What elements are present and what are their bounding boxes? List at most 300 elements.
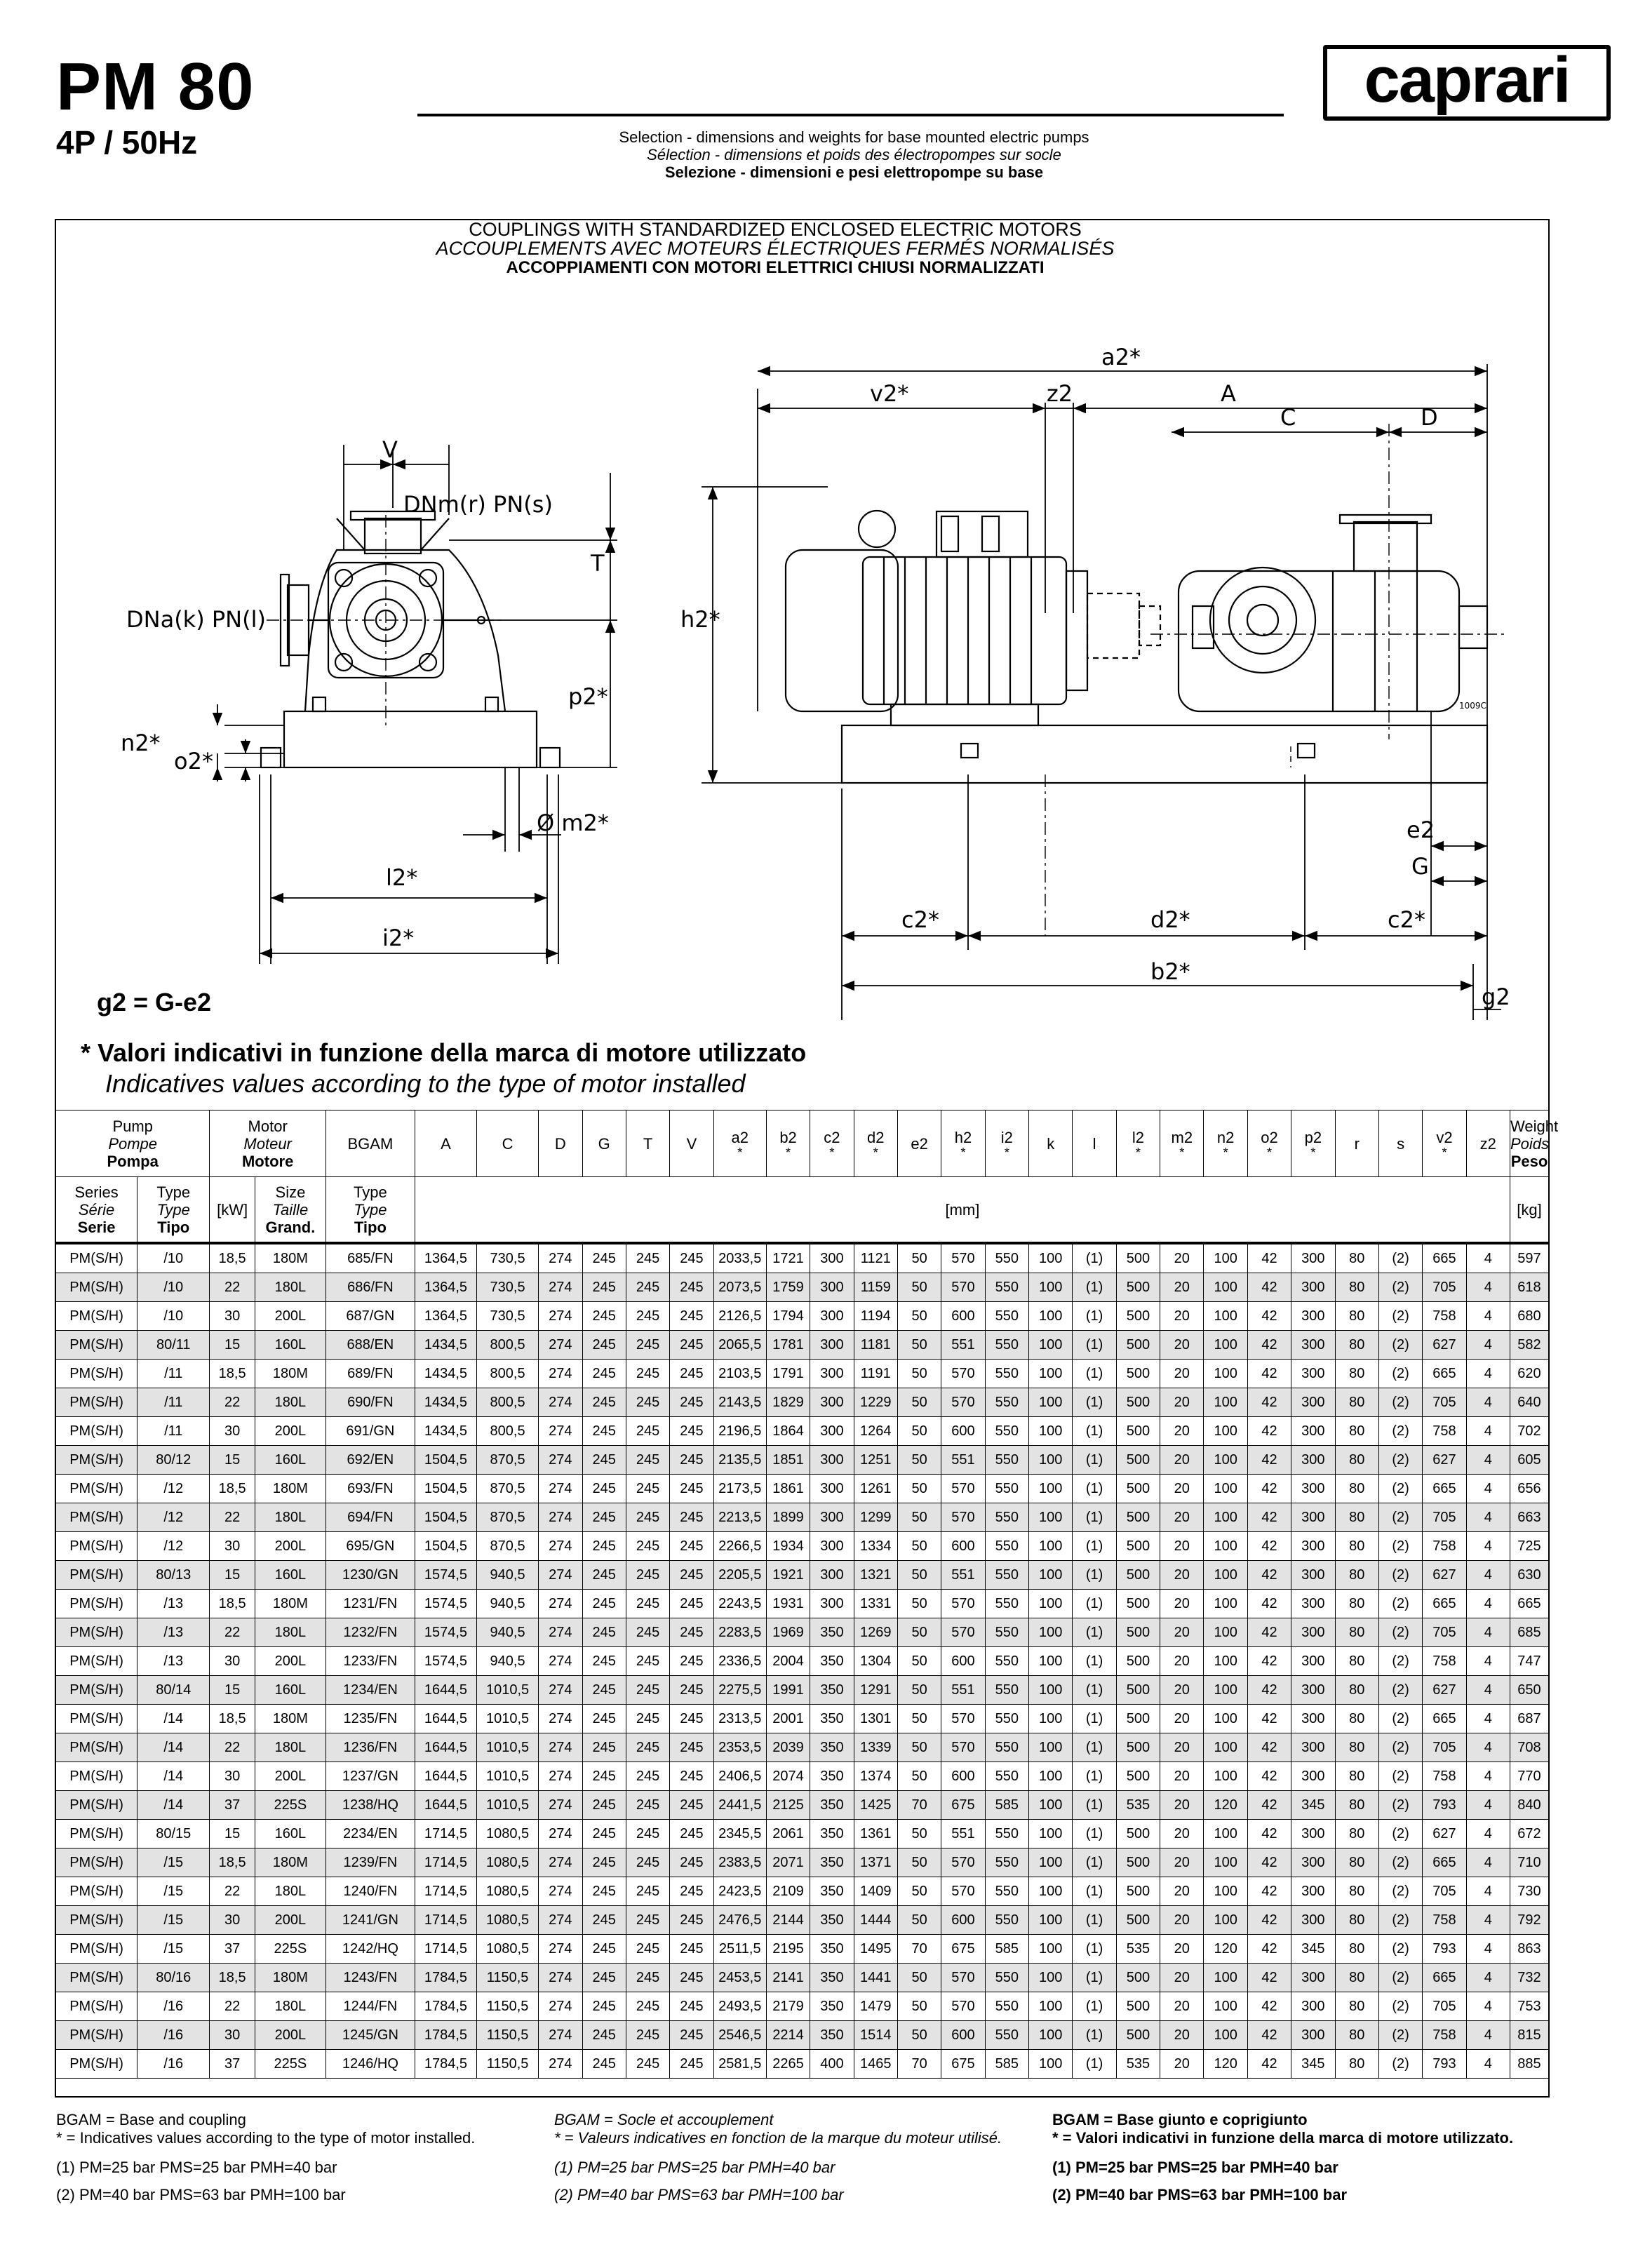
table-cell: 20 xyxy=(1160,1446,1204,1475)
table-cell: (2) xyxy=(1378,1877,1422,1906)
table-cell: 2179 xyxy=(766,1992,810,2021)
table-cell: 42 xyxy=(1247,1388,1291,1417)
table-cell: 630 xyxy=(1510,1561,1548,1590)
table-cell: PM(S/H) xyxy=(56,1417,137,1446)
asterisk: * xyxy=(873,1145,878,1160)
table-cell: 1495 xyxy=(854,1935,897,1964)
table-cell: 1934 xyxy=(766,1532,810,1561)
table-cell: /14 xyxy=(137,1791,210,1820)
table-cell: 300 xyxy=(1291,1762,1335,1791)
table-cell: 180L xyxy=(255,1733,325,1762)
pump-fr: Pompe xyxy=(108,1134,158,1153)
table-cell: 1238/HQ xyxy=(325,1791,415,1820)
table-row xyxy=(56,1676,1549,1705)
table-cell: 274 xyxy=(539,1532,582,1561)
table-cell: 675 xyxy=(941,1935,985,1964)
table-cell: 80 xyxy=(1335,1964,1378,1992)
table-cell: 695/GN xyxy=(325,1532,415,1561)
table-cell: 80 xyxy=(1335,1762,1378,1791)
selection-fr: Sélection - dimensions et poids des électropompes sur socle xyxy=(647,146,1061,163)
table-cell: 200L xyxy=(255,1647,325,1676)
table-cell: 160L xyxy=(255,1561,325,1590)
table-cell: 747 xyxy=(1510,1647,1548,1676)
table-cell: 274 xyxy=(539,2050,582,2079)
table-cell: 100 xyxy=(1204,1273,1247,1302)
table-cell: 245 xyxy=(582,1935,626,1964)
asterisk: * xyxy=(786,1145,791,1160)
size-header xyxy=(255,1177,325,1244)
table-cell: 300 xyxy=(810,1243,854,1273)
table-cell: (2) xyxy=(1378,1647,1422,1676)
table-cell: 20 xyxy=(1160,1935,1204,1964)
table-cell: 675 xyxy=(941,2050,985,2079)
table-cell: 1759 xyxy=(766,1273,810,1302)
table-cell: 350 xyxy=(810,2021,854,2050)
table-cell: 100 xyxy=(1204,1331,1247,1360)
table-cell: 758 xyxy=(1423,1906,1466,1935)
table-cell: 2283,5 xyxy=(713,1618,766,1647)
table-cell: 274 xyxy=(539,1935,582,1964)
table-cell: 100 xyxy=(1204,1964,1247,1992)
table-cell: 180M xyxy=(255,1848,325,1877)
table-cell: PM(S/H) xyxy=(56,2050,137,2079)
table-cell: 550 xyxy=(985,1762,1028,1791)
table-cell: 245 xyxy=(626,1762,669,1791)
table-cell: 80 xyxy=(1335,1503,1378,1532)
table-cell: 1080,5 xyxy=(477,1877,539,1906)
table-cell: 300 xyxy=(1291,1877,1335,1906)
table-cell: /15 xyxy=(137,1935,210,1964)
right-dimensions xyxy=(702,364,1501,1020)
table-cell: 350 xyxy=(810,1992,854,2021)
table-cell: 22 xyxy=(210,1733,255,1762)
table-cell: (1) xyxy=(1073,1331,1116,1360)
table-cell: 1781 xyxy=(766,1331,810,1360)
table-cell: 600 xyxy=(941,2021,985,2050)
label-C: C xyxy=(1280,404,1296,431)
table-cell: 500 xyxy=(1116,1475,1160,1503)
table-cell: 1364,5 xyxy=(415,1302,476,1331)
table-cell: 100 xyxy=(1029,1935,1073,1964)
table-cell: 30 xyxy=(210,2021,255,2050)
table-cell: 663 xyxy=(1510,1503,1548,1532)
asterisk: * xyxy=(1223,1145,1228,1160)
table-cell: 274 xyxy=(539,1618,582,1647)
table-cell: 42 xyxy=(1247,1964,1291,1992)
table-cell: 80 xyxy=(1335,2021,1378,2050)
table-cell: 4 xyxy=(1466,1820,1510,1848)
table-cell: 18,5 xyxy=(210,1360,255,1388)
table-cell: 800,5 xyxy=(477,1331,539,1360)
table-cell: 100 xyxy=(1204,1820,1247,1848)
coupling-title-en: COUPLINGS WITH STANDARDIZED ENCLOSED ELECTRIC MOTORS xyxy=(469,219,1082,240)
table-cell: 1264 xyxy=(854,1417,897,1446)
dim-header xyxy=(1335,1110,1378,1177)
table-cell: 80 xyxy=(1335,1360,1378,1388)
table-cell: 274 xyxy=(539,1992,582,2021)
bgam-header: BGAM xyxy=(325,1110,415,1177)
table-cell: 1504,5 xyxy=(415,1532,476,1561)
table-cell: 800,5 xyxy=(477,1360,539,1388)
table-cell: 1374 xyxy=(854,1762,897,1791)
table-cell: 80 xyxy=(1335,1676,1378,1705)
table-cell: 50 xyxy=(897,1446,941,1475)
footer-en-3: (1) PM=25 bar PMS=25 bar PMH=40 bar xyxy=(56,2159,337,2176)
table-cell: 500 xyxy=(1116,1243,1160,1273)
label-o2: o2* xyxy=(174,748,213,774)
table-cell: 100 xyxy=(1029,1791,1073,1820)
table-row xyxy=(56,1360,1549,1388)
table-cell: 1721 xyxy=(766,1243,810,1273)
table-cell: 4 xyxy=(1466,1992,1510,2021)
table-cell: 18,5 xyxy=(210,1243,255,1273)
table-cell: 245 xyxy=(670,1762,713,1791)
table-cell: 245 xyxy=(670,1273,713,1302)
table-cell: 42 xyxy=(1247,2021,1291,2050)
table-cell: 100 xyxy=(1204,1877,1247,1906)
table-cell: 42 xyxy=(1247,1848,1291,1877)
table-cell: 100 xyxy=(1029,1388,1073,1417)
mm-unit-header: [mm] xyxy=(415,1177,1510,1244)
table-cell: 20 xyxy=(1160,1243,1204,1273)
table-cell: 1714,5 xyxy=(415,1848,476,1877)
table-cell: 245 xyxy=(582,1331,626,1360)
table-cell: 180L xyxy=(255,1388,325,1417)
table-cell: 70 xyxy=(897,1791,941,1820)
table-cell: 793 xyxy=(1423,1935,1466,1964)
table-cell: 20 xyxy=(1160,1590,1204,1618)
table-cell: 245 xyxy=(582,1647,626,1676)
table-cell: 1339 xyxy=(854,1733,897,1762)
table-cell: 2213,5 xyxy=(713,1503,766,1532)
table-cell: 18,5 xyxy=(210,1705,255,1733)
table-cell: 245 xyxy=(626,1446,669,1475)
table-cell: 80/15 xyxy=(137,1820,210,1848)
table-cell: 274 xyxy=(539,1848,582,1877)
table-cell: PM(S/H) xyxy=(56,1388,137,1417)
table-cell: 550 xyxy=(985,1820,1028,1848)
table-cell: 350 xyxy=(810,1906,854,1935)
table-cell: 20 xyxy=(1160,1618,1204,1647)
table-cell: 245 xyxy=(670,1590,713,1618)
table-cell: 245 xyxy=(626,1906,669,1935)
table-cell: 665 xyxy=(1423,1475,1466,1503)
table-row xyxy=(56,1532,1549,1561)
table-cell: 80 xyxy=(1335,1820,1378,1848)
table-cell: 345 xyxy=(1291,2050,1335,2079)
table-cell: 245 xyxy=(582,1243,626,1273)
drawing-labels xyxy=(121,344,1510,1010)
table-cell: 80 xyxy=(1335,1618,1378,1647)
table-cell: (2) xyxy=(1378,1302,1422,1331)
table-cell: 600 xyxy=(941,1647,985,1676)
selection-caption xyxy=(491,128,1217,181)
table-cell: PM(S/H) xyxy=(56,1705,137,1733)
dim-header xyxy=(713,1110,766,1177)
table-cell: (1) xyxy=(1073,1762,1116,1791)
table-cell: /15 xyxy=(137,1848,210,1877)
label-i2: i2* xyxy=(382,925,415,951)
table-cell: /13 xyxy=(137,1647,210,1676)
table-cell: 1240/FN xyxy=(325,1877,415,1906)
table-cell: 1931 xyxy=(766,1590,810,1618)
table-cell: 640 xyxy=(1510,1388,1548,1417)
table-cell: 1232/FN xyxy=(325,1618,415,1647)
table-cell: 585 xyxy=(985,1791,1028,1820)
table-cell: 570 xyxy=(941,1618,985,1647)
table-cell: 245 xyxy=(626,1992,669,2021)
dim-label: a2 xyxy=(731,1128,749,1146)
table-cell: 680 xyxy=(1510,1302,1548,1331)
table-cell: 870,5 xyxy=(477,1503,539,1532)
table-cell: 245 xyxy=(582,1733,626,1762)
table-cell: 18,5 xyxy=(210,1590,255,1618)
table-cell: 100 xyxy=(1029,2021,1073,2050)
table-cell: 1236/FN xyxy=(325,1733,415,1762)
g2-formula: g2 = G-e2 xyxy=(97,988,212,1016)
table-cell: 274 xyxy=(539,1705,582,1733)
table-cell: 22 xyxy=(210,1618,255,1647)
table-cell: 245 xyxy=(582,1964,626,1992)
dim-label: T xyxy=(643,1134,653,1153)
table-cell: 245 xyxy=(670,1647,713,1676)
bgam-type-it: Tipo xyxy=(354,1218,387,1236)
table-cell: 665 xyxy=(1510,1590,1548,1618)
table-cell: 550 xyxy=(985,1906,1028,1935)
table-cell: 300 xyxy=(810,1360,854,1388)
table-cell: PM(S/H) xyxy=(56,1820,137,1848)
table-cell: (1) xyxy=(1073,1791,1116,1820)
table-cell: 80/13 xyxy=(137,1561,210,1590)
table-cell: 350 xyxy=(810,1964,854,1992)
table-cell: 500 xyxy=(1116,1906,1160,1935)
table-cell: 245 xyxy=(626,1503,669,1532)
footer-fr-1: BGAM = Socle et accouplement xyxy=(554,2111,774,2128)
technical-drawing xyxy=(56,220,1549,1108)
table-cell: 1434,5 xyxy=(415,1331,476,1360)
table-cell: 300 xyxy=(810,1446,854,1475)
footer-it-2: * = Valori indicativi in funzione della marca di motore utilizzato. xyxy=(1052,2129,1514,2147)
table-cell: 80 xyxy=(1335,1590,1378,1618)
series-it: Serie xyxy=(77,1218,116,1236)
table-cell: 300 xyxy=(1291,1590,1335,1618)
table-cell: 687/GN xyxy=(325,1302,415,1331)
dim-header xyxy=(985,1110,1028,1177)
table-cell: 274 xyxy=(539,1302,582,1331)
table-cell: 37 xyxy=(210,1935,255,1964)
label-e2: e2 xyxy=(1407,817,1435,843)
label-c2-right: c2* xyxy=(1388,906,1425,933)
table-cell: (1) xyxy=(1073,1848,1116,1877)
table-cell: 180M xyxy=(255,1475,325,1503)
table-cell: 245 xyxy=(582,1273,626,1302)
pump-en: Pump xyxy=(112,1117,153,1135)
table-cell: 20 xyxy=(1160,2021,1204,2050)
table-cell: 1150,5 xyxy=(477,2050,539,2079)
table-cell: 500 xyxy=(1116,1388,1160,1417)
table-cell: 245 xyxy=(582,1848,626,1877)
table-cell: 2001 xyxy=(766,1705,810,1733)
table-cell: 570 xyxy=(941,1590,985,1618)
table-cell: 4 xyxy=(1466,1360,1510,1388)
table-row xyxy=(56,1273,1549,1302)
table-cell: 550 xyxy=(985,1590,1028,1618)
table-cell: 245 xyxy=(670,2021,713,2050)
table-cell: 2406,5 xyxy=(713,1762,766,1791)
table-cell: 180L xyxy=(255,1503,325,1532)
table-cell: 1334 xyxy=(854,1532,897,1561)
table-cell: 50 xyxy=(897,1906,941,1935)
table-cell: 705 xyxy=(1423,1992,1466,2021)
table-cell: 274 xyxy=(539,1733,582,1762)
table-cell: 100 xyxy=(1204,1243,1247,1273)
table-cell: 245 xyxy=(670,1475,713,1503)
dim-label: o2 xyxy=(1261,1128,1278,1146)
table-cell: 42 xyxy=(1247,1243,1291,1273)
table-cell: 245 xyxy=(670,1618,713,1647)
table-cell: 300 xyxy=(810,1590,854,1618)
table-cell: 274 xyxy=(539,1331,582,1360)
table-cell: 600 xyxy=(941,1906,985,1935)
table-cell: 50 xyxy=(897,1331,941,1360)
table-cell: 300 xyxy=(1291,1848,1335,1877)
table-cell: 180M xyxy=(255,1360,325,1388)
table-cell: 665 xyxy=(1423,1590,1466,1618)
table-cell: 550 xyxy=(985,1676,1028,1705)
table-cell: 2143,5 xyxy=(713,1388,766,1417)
table-cell: 1514 xyxy=(854,2021,897,2050)
table-cell: 350 xyxy=(810,1848,854,1877)
table-cell: 815 xyxy=(1510,2021,1548,2050)
table-cell: 300 xyxy=(1291,1302,1335,1331)
table-cell: 2336,5 xyxy=(713,1647,766,1676)
table-cell: 1150,5 xyxy=(477,2021,539,2050)
table-cell: 80 xyxy=(1335,1532,1378,1561)
table-cell: PM(S/H) xyxy=(56,1532,137,1561)
table-cell: 20 xyxy=(1160,1475,1204,1503)
table-cell: 1794 xyxy=(766,1302,810,1331)
table-cell: 80 xyxy=(1335,1992,1378,2021)
table-cell: 1864 xyxy=(766,1417,810,1446)
table-cell: 1233/FN xyxy=(325,1647,415,1676)
table-cell: 300 xyxy=(1291,1331,1335,1360)
table-cell: 245 xyxy=(670,1388,713,1417)
table-cell: 100 xyxy=(1204,1992,1247,2021)
table-cell: 22 xyxy=(210,1503,255,1532)
table-cell: 300 xyxy=(1291,1964,1335,1992)
table-cell: 100 xyxy=(1029,1561,1073,1590)
table-cell: PM(S/H) xyxy=(56,1360,137,1388)
table-cell: 665 xyxy=(1423,1964,1466,1992)
table-cell: 180L xyxy=(255,1273,325,1302)
table-cell: 42 xyxy=(1247,1273,1291,1302)
table-cell: 500 xyxy=(1116,1676,1160,1705)
table-cell: 940,5 xyxy=(477,1561,539,1590)
table-cell: (2) xyxy=(1378,1733,1422,1762)
table-cell: 4 xyxy=(1466,1647,1510,1676)
table-row xyxy=(56,1848,1549,1877)
dim-header xyxy=(810,1110,854,1177)
table-cell: PM(S/H) xyxy=(56,1762,137,1791)
table-cell: 570 xyxy=(941,1388,985,1417)
table-cell: 245 xyxy=(582,2050,626,2079)
table-cell: 705 xyxy=(1423,1388,1466,1417)
table-cell: 2266,5 xyxy=(713,1532,766,1561)
table-header xyxy=(56,1110,1559,1244)
table-cell: 274 xyxy=(539,1762,582,1791)
table-cell: 4 xyxy=(1466,1590,1510,1618)
label-l2: l2* xyxy=(386,864,418,891)
table-cell: 120 xyxy=(1204,1791,1247,1820)
table-cell: 500 xyxy=(1116,1331,1160,1360)
table-row xyxy=(56,1647,1549,1676)
table-cell: 245 xyxy=(626,1935,669,1964)
footer-fr-4: (2) PM=40 bar PMS=63 bar PMH=100 bar xyxy=(554,2186,844,2203)
table-cell: 300 xyxy=(810,1273,854,1302)
table-cell: 42 xyxy=(1247,2050,1291,2079)
table-cell: 245 xyxy=(670,1243,713,1273)
table-cell: 70 xyxy=(897,2050,941,2079)
weight-en: Weight xyxy=(1510,1117,1559,1135)
table-cell: 274 xyxy=(539,1446,582,1475)
dim-header xyxy=(539,1110,582,1177)
table-cell: 100 xyxy=(1204,1848,1247,1877)
table-cell: 100 xyxy=(1029,1906,1073,1935)
series-header xyxy=(56,1177,137,1244)
footer-it-1: BGAM = Base giunto e coprigiunto xyxy=(1052,2111,1308,2128)
table-cell: 1921 xyxy=(766,1561,810,1590)
table-cell: 30 xyxy=(210,1762,255,1791)
selection-en: Selection - dimensions and weights for base mounted electric pumps xyxy=(619,128,1089,146)
table-cell: 100 xyxy=(1029,1820,1073,1848)
table-row xyxy=(56,1331,1549,1360)
table-cell: 2275,5 xyxy=(713,1676,766,1705)
table-cell: PM(S/H) xyxy=(56,1331,137,1360)
table-cell: 345 xyxy=(1291,1935,1335,1964)
table-cell: PM(S/H) xyxy=(56,1590,137,1618)
table-row xyxy=(56,1906,1549,1935)
table-cell: 2511,5 xyxy=(713,1935,766,1964)
table-cell: 345 xyxy=(1291,1791,1335,1820)
table-cell: 245 xyxy=(626,1331,669,1360)
table-cell: 100 xyxy=(1029,1762,1073,1791)
table-cell: 870,5 xyxy=(477,1532,539,1561)
table-cell: 2581,5 xyxy=(713,2050,766,2079)
motor-fr: Moteur xyxy=(243,1134,292,1153)
table-cell: PM(S/H) xyxy=(56,1992,137,2021)
table-cell: 1304 xyxy=(854,1647,897,1676)
table-cell: 1784,5 xyxy=(415,2050,476,2079)
table-cell: 1574,5 xyxy=(415,1618,476,1647)
table-cell: (1) xyxy=(1073,1273,1116,1302)
table-cell: 245 xyxy=(582,1302,626,1331)
table-cell: 274 xyxy=(539,1906,582,1935)
table-cell: (1) xyxy=(1073,1561,1116,1590)
table-body xyxy=(56,1243,1549,2079)
table-cell: 245 xyxy=(670,1906,713,1935)
table-cell: 550 xyxy=(985,1848,1028,1877)
table-cell: 688/EN xyxy=(325,1331,415,1360)
table-cell: 1504,5 xyxy=(415,1475,476,1503)
table-cell: /16 xyxy=(137,1992,210,2021)
table-cell: 274 xyxy=(539,1475,582,1503)
pump-group-header xyxy=(56,1110,210,1177)
table-cell: 50 xyxy=(897,1676,941,1705)
table-cell: (2) xyxy=(1378,1503,1422,1532)
table-cell: 22 xyxy=(210,1877,255,1906)
table-cell: 1331 xyxy=(854,1590,897,1618)
table-cell: 1010,5 xyxy=(477,1705,539,1733)
